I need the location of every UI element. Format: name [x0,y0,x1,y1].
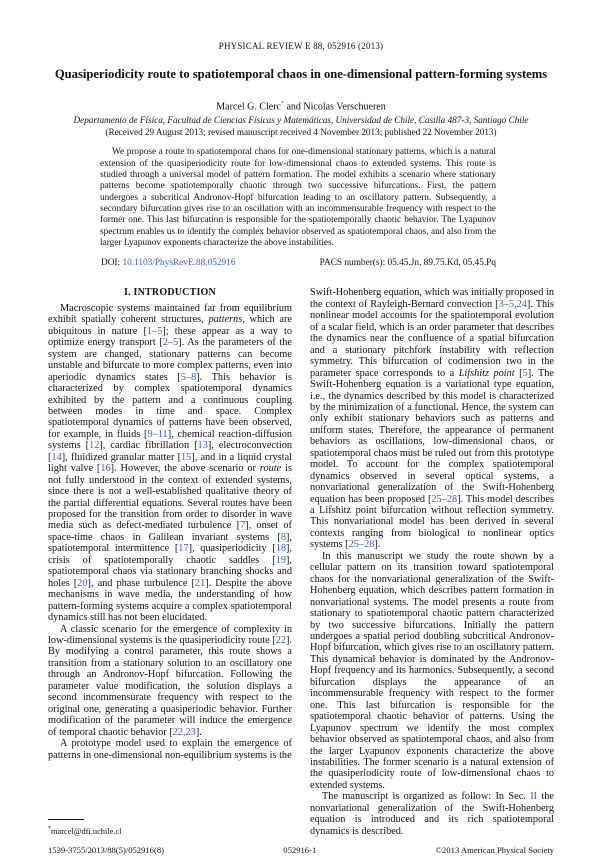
footnote-block [48,811,292,837]
paper-title: Quasiperiodicity route to spatiotemporal chaos in one-dimensional pattern-forming systems [54,67,548,81]
received-dates: (Received 29 August 2013; revised manuscript received 4 November 2013; published 22 November 2013) [105,127,497,138]
left-paragraphs [48,303,292,761]
authors [48,98,554,113]
doi-pacs-row [101,257,496,269]
paragraph: The manuscript is organized as follow: In Sec. II the nonvariational generalization of the Swift-Hohenberg equation is introduced and its rich spatiotemporal dynamics is described. [310,791,554,837]
footnote-divider [48,819,84,820]
author-2: and Nicolas Verschueren [283,101,386,113]
citation-link[interactable]: 20 [77,577,88,589]
doi [101,257,235,269]
citation-link[interactable]: 7 [240,520,246,532]
citation-link[interactable]: 12 [89,440,100,452]
body-columns [48,287,554,837]
paragraph: Macroscopic systems maintained far from equilibrium exhibit spatially coherent structures, patterns, which are ubiquitous in nature [1–5]; these appear as a way to optimize energy transport [2–5]. As the parameters of the system are changed, stationary patterns can become unstable and bifurcate to more complex patterns, even into aperiodic dynamics states [5–8]. This behavior is characterized by complex spatiotemporal dynamics exhibited by the pattern and a continuous coupling between modes in time and space. Complex spatiotemporal dynamics of patterns have been observed, for example, in fluids [9–11], chemical reaction-diffusion systems [12], cardiac fibrillation [13], electroconvection [14], fluidized granular matter [15], and in a liquid crystal light valve [16]. However, the above scenario or route is not fully understood in the context of extended systems, since there is not a well-established qualitative theory of the partial differential equations. Several routes have been proposed for the transition from order to disorder in wave media such as defect-mediated turbulence [7], onset of space-time chaos in Galilean invariant systems [8], spatiotemporal intermittence [17], quasiperiodicity [18], crisis of spatiotemporally chaotic saddles [19], spatiotemporal chaos via stationary branching shocks and holes [20], and phase turbulence [21]. Despite the above mechanisms in wave media, the understanding of how pattern-forming systems acquire a complex spatiotemporal dynamics still has not been elucidated. [48,302,293,624]
citation-link[interactable]: 5–8 [180,371,197,383]
citation-link[interactable]: 1–5 [146,325,163,337]
footnote-mark: * [48,826,51,833]
citation-link[interactable]: 13 [197,440,208,452]
citation-link[interactable]: 17 [178,543,189,555]
left-column [48,287,292,837]
right-column [310,287,554,837]
citation-link[interactable]: 5 [522,367,528,379]
paragraph: Swift-Hohenberg equation, which was initially proposed in the context of Rayleigh-Bernard convection [3–5,24]. This nonlinear model accounts for the spatiotemporal evolution of a scalar field, which is an order parameter that describes the dynamics near the confluence of a spatial bifurcation and a stationary pitchfork instability with reflection symmetry. This bifurcation of codimension two in the parameter space corresponds to a Lifshitz point [5]. The Swift-Hohenberg equation is a variational type equation, i.e., the dynamics described by this model is characterized by the minimization of a functional. Hence, the system can only exhibit stationary behaviors such as patterns and uniform states. Therefore, the appearance of permanent behaviors as oscillations, low-dimensional chaos, or spatiotemporal chaos must be ruled out from this prototype model. To account for the complex spatiotemporal dynamics observed in several optical systems, a nonvariational generalization of the Swift-Hohenberg equation has been proposed [25–28]. This model describes a Lifshitz point bifurcation without reflection symmetry. This nonvariational model has been derived in several contexts ranging from biological to nonlinear optics systems [25–28]. [310,287,555,551]
footnote [48,824,292,837]
citation-link[interactable]: 25–28 [431,493,458,505]
pacs-numbers: PACS number(s): 05.45.Jn, 89.75.Kd, 05.45.Pq [319,258,496,269]
citation-link[interactable]: 15 [181,451,192,463]
doi-label: DOI: [101,258,123,269]
paragraph: A prototype model used to explain the emergence of patterns in one-dimensional non-equilibrium systems is the [48,738,292,761]
citation-link[interactable]: 19 [275,554,286,566]
affiliation: Departamento de Física, Facultad de Ciencias Físicas y Matemáticas, Universidad de Chile, Casilla 487-3, Santiago Chile [73,115,529,126]
author-1: Marcel G. Clerc [216,101,281,113]
abstract: We propose a route to spatiotemporal chaos for one-dimensional stationary patterns, which is a natural extension of the quasiperiodicity route for low-dimensional chaos to extended systems. This route is studied through a universal model of pattern formation. The model exhibits a scenario where stationary patterns become spatiotemporally chaotic through two successive bifurcations. First, the pattern undergoes a subcritical Andronov-Hopf bifurcation leading to an oscillatory pattern. Subsequently, a secondary bifurcation gives rise to an oscillation with an incommensurable frequency with respect to the former one. This last bifurcation is responsible for the spatiotemporally chaotic behavior. The Lyapunov spectrum enables us to identify the complex behavior observed as spatiotemporal chaos, and also from the larger Lyapunov exponents characterize the above instabilities. [100,147,496,249]
citation-link[interactable]: 16 [100,463,111,475]
citation-link[interactable]: 22 [275,635,286,647]
citation-link[interactable]: 14 [51,451,62,463]
footer-issn: 1539-3755/2013/88(5)/052916(8) [48,845,165,856]
journal-header: PHYSICAL REVIEW E 88, 052916 (2013) [218,41,384,51]
citation-link[interactable]: 3–5,24 [498,298,527,310]
citation-link[interactable]: 21 [194,577,206,589]
doi-link[interactable]: 10.1103/PhysRevE.88.052916 [122,258,236,269]
citation-link[interactable]: 2–5 [162,337,179,349]
footer-page-number: 052916-1 [283,845,317,856]
footnote-email: marcel@dfi.uchile.cl [51,827,122,837]
paragraph: A classic scenario for the emergence of complexity in low-dimensional systems is the quasiperiodicity route [22]. By modifying a control parameter, this route shows a transition from a stationary solution to an oscillatory one through an Andronov-Hopf bifurcation. Following the parameter value modification, the solution displays a second incommensurate frequency with respect to the original one, generating a quasiperiodic behavior. Further modification of the parameter will induce the emergence of temporal chaotic behavior [22,23]. [48,623,292,738]
citation-link[interactable]: 18 [275,543,286,555]
citation-link[interactable]: 25–28 [348,539,375,551]
citation-link[interactable]: II [530,791,538,803]
paragraph: In this manuscript we study the route shown by a cellular pattern on its transition toward spatiotemporal chaos for the nonvariational generalization of the Swift-Hohenberg equation, which describes pattern formation in nonvariational systems. The model presents a route from stationary to spatiotemporal chaotic pattern characterized by two successive bifurcations. Initially the pattern undergoes a spatial period doubling subcritical Andronov-Hopf bifurcation, which gives rise to an oscillatory pattern. This dynamical behavior is dominated by the Andronov-Hopf frequency and its harmonics. Subsequently, a second bifurcation displays the appearance of an incommensurable frequency with respect to the former one. This last bifurcation is responsible for the spatiotemporal chaotic behavior of patterns. Using the Lyapunov spectrum we identify the most complex behavior observed as spatiotemporal chaos, and also from the larger Lyapunov exponents characterize the above instabilities. The former scenario is a natural extension of the quasiperiodicity route of low-dimensional chaos to extended systems. [310,550,554,791]
citation-link[interactable]: 9–11 [147,428,168,440]
citation-link[interactable]: 22,23 [172,726,196,738]
section-heading: I. INTRODUCTION [124,287,216,299]
page-footer [48,845,554,856]
footer-copyright: ©2013 American Physical Society [435,845,554,856]
citation-link[interactable]: 8 [280,531,286,543]
right-paragraphs [310,287,554,837]
footnote-mark-link[interactable]: * [280,101,284,107]
